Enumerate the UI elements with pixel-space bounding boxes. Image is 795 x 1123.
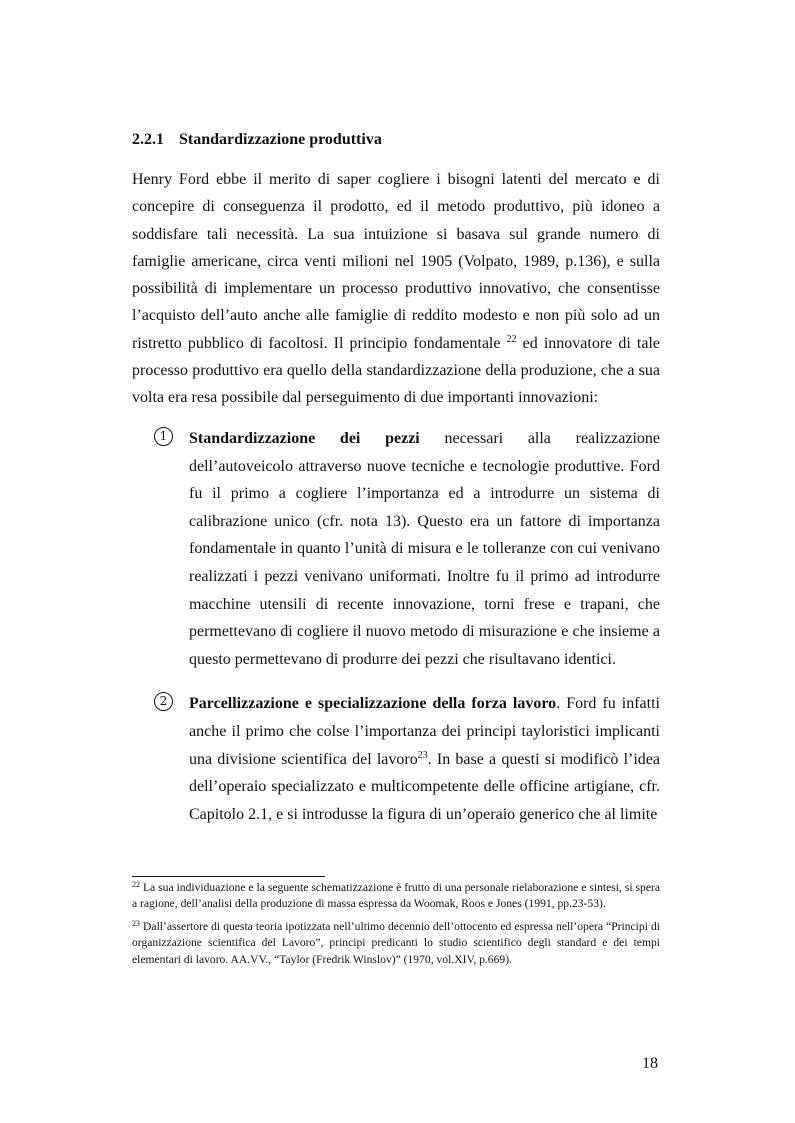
footnote-text: La sua individuazione e la seguente schematizzazione è frutto di una personale rielaborazione e sintesi, si spera a ragione, dell’analisi della produzione di massa espressa da Woomak, Roos e Jones (1991, pp.23-53). [132, 881, 660, 911]
section-heading [132, 131, 382, 149]
list-item-text-b: . In base a questi si modificò l’idea dell’operaio specializzato e multicompetente delle officine artigiane, cfr. Capitolo 2.1, e si introdusse la figura di un’operaio generico che al limite [189, 750, 660, 823]
footnote-number: 22 [132, 880, 140, 889]
page-number: 18 [642, 1055, 658, 1072]
list-item [132, 690, 660, 828]
footnote-ref-23: 23 [417, 749, 428, 761]
footnote [132, 919, 660, 968]
list-item [132, 425, 660, 673]
innovation-list [132, 425, 660, 845]
footnote [132, 880, 660, 913]
circled-number-marker: 1 [154, 427, 173, 446]
footnote-ref-22: 22 [506, 333, 517, 345]
list-item-title: Parcellizzazione e specializzazione della forza lavoro [189, 695, 557, 713]
section-title: Standardizzazione produttiva [179, 131, 382, 148]
list-item-title: Standardizzazione dei pezzi [189, 430, 420, 447]
intro-paragraph [132, 166, 660, 412]
list-item-text-a: . Ford fu infatti anche il primo che colse l’importanza dei principi tayloristici implicanti una divisione scientifica del lavoro [189, 695, 660, 768]
footnote-text: Dall’assertore di questa teoria ipotizzata nell’ultimo decennio dell’ottocento ed espressa nell’opera “Principi di organizzazione scientifica del Lavoro”, principi predicanti lo studio scientifico degli standard e dei tempi elementari di lavoro. AA.VV., “Taylor (Fredrik Winslov)” (1970, vol.XIV, p.669). [132, 919, 660, 966]
paragraph-text-part2: ed innovatore di tale processo produttivo era quello della standardizzazione della produzione, che a sua volta era resa possibile dal perseguimento di due importanti innovazioni: [132, 334, 660, 407]
footnote-divider [132, 876, 325, 877]
paragraph-text-part1: Henry Ford ebbe il merito di saper cogliere i bisogni latenti del mercato e di concepire di conseguenza il prodotto, ed il metodo produttivo, più idoneo a soddisfare tali necessità. La sua intuizione si basava sul grande numero di famiglie americane, circa venti milioni nel 1905 (Volpato, 1989, p.136), e sulla possibilità di implementare un processo produttivo innovativo, che consentisse l’acquisto dell’auto anche alle famiglie di reddito modesto e non più solo ad un ristretto pubblico di facoltosi. Il principio fondamentale [132, 171, 660, 352]
footnotes [132, 880, 660, 974]
footnote-number: 23 [132, 918, 140, 928]
list-item-text: necessari alla realizzazione dell’autoveicolo attraverso nuove tecniche e tecnologie produttive. Ford fu il primo a cogliere l’importanza ed a introdurre un sistema di calibrazione unico (cfr. nota 13). Questo era un fattore di importanza fondamentale in quanto l’unità di misura e le tolleranze con cui venivano realizzati i pezzi venivano uniformati. Inoltre fu il primo ad introdurre macchine utensili di recente innovazione, torni frese e trapani, che permettevano di cogliere il nuovo metodo di misurazione e che insieme a questo permettevano di produrre dei pezzi che risultavano identici. [189, 430, 660, 668]
circled-number-marker: 2 [154, 692, 173, 711]
section-number: 2.2.1 [132, 131, 164, 148]
